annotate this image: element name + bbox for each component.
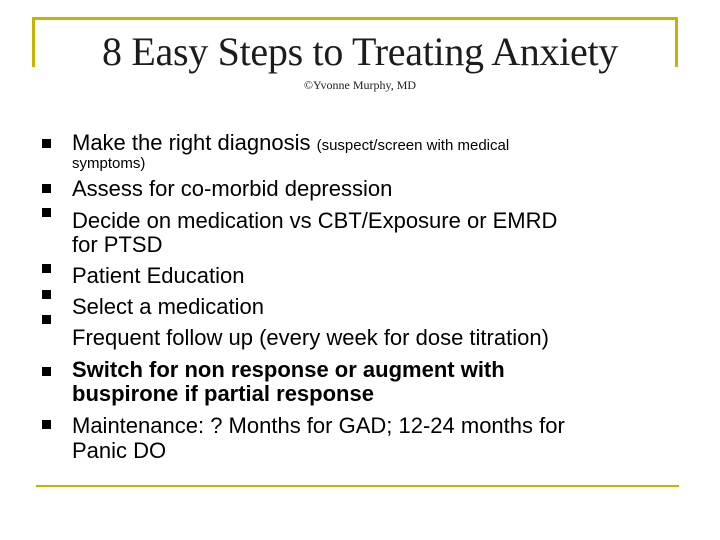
list-item-label: Assess for co-morbid depression (72, 176, 393, 201)
list-item-note-continued: symptoms) (72, 155, 146, 172)
square-bullet-icon (42, 315, 51, 324)
square-bullet-icon (42, 139, 51, 148)
square-bullet-icon (42, 420, 51, 429)
list-item-label-continued: buspirone if partial response (72, 381, 374, 406)
slide-subtitle-credit: ©Yvonne Murphy, MD (303, 78, 417, 92)
list-item-label: Switch for non response or augment with (72, 357, 505, 382)
list-item-label: Frequent follow up (every week for dose titration) (72, 325, 549, 350)
square-bullet-icon (42, 290, 51, 299)
list-item-note: (suspect/screen with medical (316, 137, 510, 154)
list-item-label: Make the right diagnosis (72, 130, 311, 155)
list-item-label-continued: for PTSD (72, 232, 163, 257)
square-bullet-icon (42, 367, 51, 376)
slide-title: 8 Easy Steps to Treating Anxiety (102, 29, 618, 74)
list-item-label: Decide on medication vs CBT/Exposure or EMRD (72, 208, 558, 233)
square-bullet-icon (42, 264, 51, 273)
bottom-divider-line (36, 485, 679, 487)
list-item-label: Patient Education (72, 263, 245, 288)
list-item-label: Select a medication (72, 294, 264, 319)
list-item-label-continued: Panic DO (72, 438, 167, 463)
square-bullet-icon (42, 184, 51, 193)
square-bullet-icon (42, 208, 51, 217)
list-item-label: Maintenance: ? Months for GAD; 12-24 months for (72, 413, 565, 438)
